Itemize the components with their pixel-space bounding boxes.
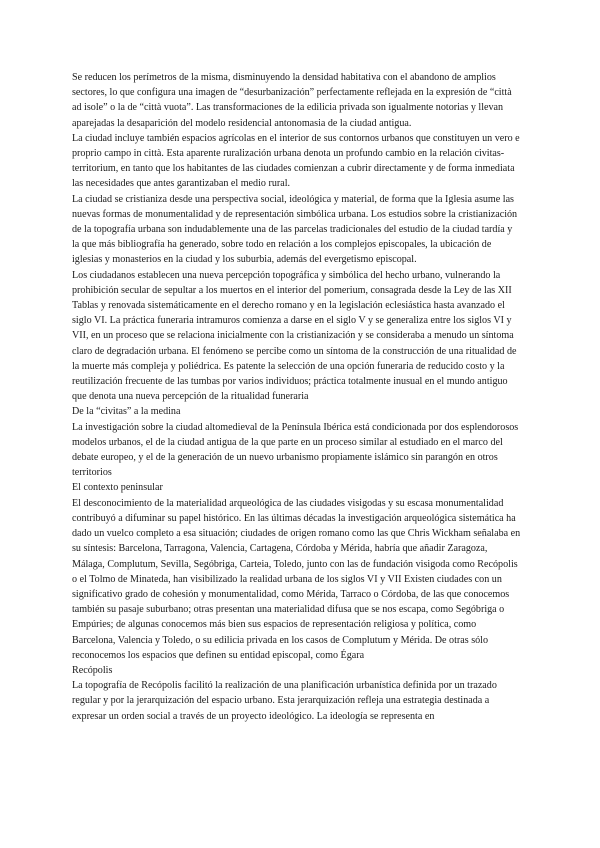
paragraph-iberian-research: La investigación sobre la ciudad altomedieval de la Península Ibérica está condicionada por dos esplendorosos modelos urbanos, el de la ciudad antigua de la que parte en un proceso similar al estudiado en el marco del debate europeo, y el de la generación de un nuevo urbanismo propiamente islámico sin parangón en otros territorios xyxy=(72,421,519,479)
section-heading-civitas-medina: De la “civitas” a la medina xyxy=(72,406,181,418)
document-body xyxy=(72,70,522,724)
paragraph-urban-contraction: Se reducen los perímetros de la misma, disminuyendo la densidad habitativa con el abandono de amplios sectores, lo que configura una imagen de “desurbanización” perfectamente reflejada en la expresión de “città ad isole” o la de “città vuota”. Las transformaciones de la edilicia privada son igualmente notorias y llevan aparejadas la desaparición del modelo residencial antonomasia de la ciudad antigua. xyxy=(72,72,512,129)
paragraph-recopolis-topography: La topografía de Recópolis facilitó la realización de una planificación urbanística definida por un trazado regular y por la jerarquización del espacio urbano. Esta jerarquización refleja una estrategia destinada a expresar un orden social a través de un proyecto ideológico. La ideología se representa en xyxy=(72,680,497,722)
section-heading-recopolis: Recópolis xyxy=(72,664,113,676)
paragraph-funerary-practice: Los ciudadanos establecen una nueva percepción topográfica y simbólica del hecho urbano, vulnerando la prohibición secular de sepultar a los muertos en el interior del pomerium, consagrada desde la Ley de las XII Tablas y renovada sistemáticamente en el derecho romano y en la legislación eclesiástica hasta avanzado el siglo VI. La práctica funeraria intramuros comienza a darse en el siglo V y se generaliza entre los siglos VI y VII, en un proceso que se relaciona inicialmente con la cristianización y se consideraba a menudo un síntoma claro de degradación urbana. El fenómeno se percibe como un síntoma de la construcción de una ritualidad de la muerte más compleja y poliédrica. Es patente la selección de una opción funeraria de reducido costo y la reutilización frecuente de las tumbas por varios individuos; práctica totalmente inusual en el mundo antiguo que denota una nueva percepción de la ritualidad funeraria xyxy=(72,269,517,403)
section-heading-peninsular-context: El contexto peninsular xyxy=(72,482,163,494)
paragraph-visigothic-cities: El desconocimiento de la materialidad arqueológica de las ciudades visigodas y su escasa monumentalidad contribuyó a difuminar su papel histórico. En las últimas décadas la investigación arqueológica sistemática ha dado un vuelco completo a esa situación; ciudades de origen romano como las que Chris Wickham señalaba en su síntesis: Barcelona, Tarragona, Valencia, Cartagena, Córdoba y Mérida, habría que añadir Zaragoza, Málaga, Complutum, Sevilla, Segóbriga, Carteia, Toledo, junto con las de fundación visigoda como Recópolis o el Tolmo de Minateda, han visibilizado la realidad urbana de los siglos VI y VII Existen ciudades con un significativo grado de cohesión y monumentalidad, como Mérida, Tarraco o Córdoba, de las que conocemos también su pasaje suburbano; otras presentan una materialidad difusa que se nos escapa, como Segóbriga o Empúries; de algunas conocemos más bien sus espacios de representación religiosa y política, como Barcelona, Valencia y Toledo, o su edilicia privada en los casos de Complutum y Mérida. De otras sólo reconocemos los espacios que definen su entidad episcopal, como Égara xyxy=(72,497,521,661)
paragraph-rural-spaces: La ciudad incluye también espacios agrícolas en el interior de sus contornos urbanos que constituyen un vero e proprio campo in città. Esta aparente ruralización urbana denota un profundo cambio en la relación civitas-territorium, en tanto que los habitantes de las ciudades comienzan a cubrir directamente y de forma inmediata las necesidades que antes garantizaban el medio rural. xyxy=(72,132,520,190)
paragraph-christianization: La ciudad se cristianiza desde una perspectiva social, ideológica y material, de forma que la Iglesia asume las nuevas formas de monumentalidad y de representación simbólica urbana. Los estudios sobre la cristianización de la topografía urbana son indudablemente una de las parcelas tradicionales del estudio de la ciudad tardía y la que más bibliografía ha generado, sobre todo en relación a los complejos episcopales, la ubicación de iglesias y monasterios en la ciudad y los suburbia, además del evergetismo episcopal. xyxy=(72,193,518,266)
